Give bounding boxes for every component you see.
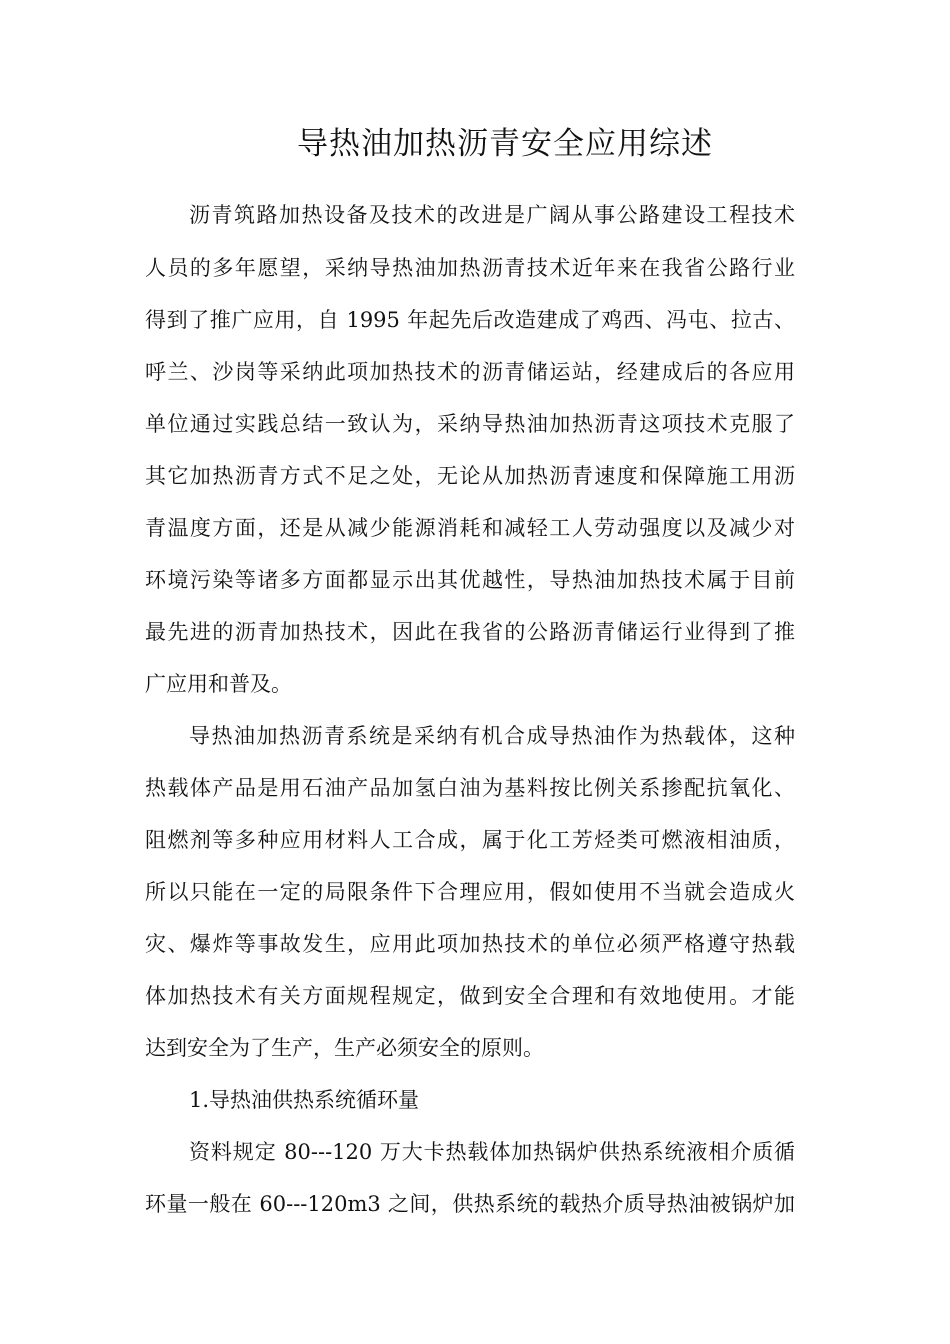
text-line: 呼兰、沙岗等采纳此项加热技术的沥青储运站，经建成后的各应用 — [145, 360, 795, 384]
text-line: 其它加热沥青方式不足之处，无论从加热沥青速度和保障施工用沥 — [145, 464, 795, 488]
text-line: 环境污染等诸多方面都显示出其优越性，导热油加热技术属于目前 — [145, 568, 795, 592]
document-title: 导热油加热沥青安全应用综述 — [297, 126, 713, 162]
text-line: 单位通过实践总结一致认为，采纳导热油加热沥青这项技术克服了 — [145, 412, 795, 436]
text-line: 沥青筑路加热设备及技术的改进是广阔从事公路建设工程技术 — [189, 203, 795, 227]
text-line: 环量一般在 60---120m3 之间，供热系统的载热介质导热油被锅炉加 — [145, 1192, 795, 1216]
text-line: 青温度方面，还是从减少能源消耗和减轻工人劳动强度以及减少对 — [145, 516, 795, 540]
text-line: 最先进的沥青加热技术，因此在我省的公路沥青储运行业得到了推 — [145, 620, 795, 644]
text-line: 体加热技术有关方面规程规定，做到安全合理和有效地使用。才能 — [145, 984, 795, 1008]
text-line: 灾、爆炸等事故发生，应用此项加热技术的单位必须严格遵守热载 — [145, 932, 795, 956]
text-line: 热载体产品是用石油产品加氢白油为基料按比例关系掺配抗氧化、 — [145, 776, 795, 800]
text-line: 人员的多年愿望，采纳导热油加热沥青技术近年来在我省公路行业 — [145, 256, 795, 280]
text-line: 所以只能在一定的局限条件下合理应用，假如使用不当就会造成火 — [145, 880, 795, 904]
section-heading: 1.导热油供热系统循环量 — [189, 1088, 420, 1112]
text-line: 导热油加热沥青系统是采纳有机合成导热油作为热载体，这种 — [189, 724, 795, 748]
text-line: 达到安全为了生产，生产必须安全的原则。 — [145, 1036, 544, 1060]
text-line: 资料规定 80---120 万大卡热载体加热锅炉供热系统液相介质循 — [189, 1140, 795, 1164]
text-line: 得到了推广应用，自 1995 年起先后改造建成了鸡西、冯屯、拉古、 — [145, 308, 795, 332]
text-line: 广应用和普及。 — [145, 672, 292, 696]
text-line: 阻燃剂等多种应用材料人工合成，属于化工芳烃类可燃液相油质， — [145, 828, 795, 852]
